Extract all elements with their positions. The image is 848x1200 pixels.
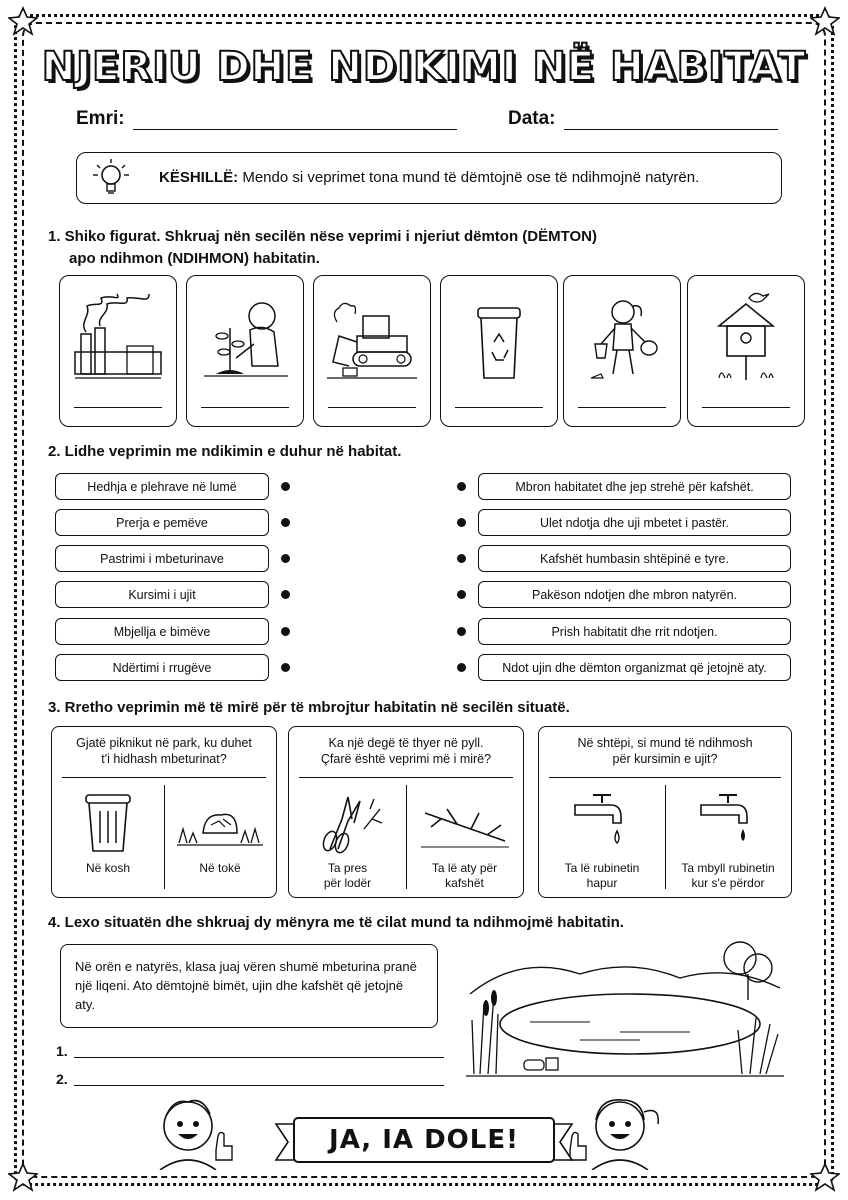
effect-item[interactable]: Kafshët humbasin shtëpinë e tyre.: [478, 545, 791, 572]
answer-line[interactable]: [328, 407, 416, 408]
faucet-closed-icon: [693, 789, 763, 855]
answer-number: 2.: [56, 1071, 68, 1087]
situation-question-line: Çfarë është veprimi më i mirë?: [320, 752, 492, 766]
answer-line[interactable]: [578, 407, 666, 408]
option-label-line: Ta lë aty për: [431, 861, 498, 875]
answer-row-2[interactable]: [56, 1071, 68, 1087]
banner-text: JA, IA DOLE!: [329, 1125, 519, 1155]
effect-item[interactable]: Ndot ujin dhe dëmton organizmat që jetojnë aty.: [478, 654, 791, 681]
situation-question-line: për kursimin e ujit?: [612, 752, 718, 766]
star-icon: [8, 6, 38, 36]
lake-scene-illustration: [460, 934, 790, 1084]
option-label-line: për lodër: [323, 876, 372, 890]
action-item[interactable]: Pastrimi i mbeturinave: [55, 545, 269, 572]
action-item[interactable]: Ndërtimi i rrugëve: [55, 654, 269, 681]
option-label-line: kafshët: [445, 876, 484, 890]
question-1-title: [48, 226, 597, 270]
question-2-title: 2. Lidhe veprimin me ndikimin e duhur në habitat.: [48, 443, 402, 460]
option-label-line: kur s'e përdor: [691, 876, 765, 890]
answer-line[interactable]: [74, 1057, 444, 1058]
answer-line[interactable]: [201, 407, 289, 408]
divider: [62, 777, 266, 778]
completion-banner: [272, 1116, 576, 1166]
option-label-line: Ta lë rubinetin: [564, 861, 640, 875]
match-dot-right[interactable]: [457, 554, 466, 563]
name-field[interactable]: [76, 108, 457, 130]
image-card-birdhouse: [687, 275, 805, 427]
image-card-planting: [186, 275, 304, 427]
tip-box: [76, 152, 782, 204]
recycling-bin-icon: [450, 286, 548, 386]
star-icon: [8, 1162, 38, 1192]
match-dot-right[interactable]: [457, 663, 466, 672]
match-dot-left[interactable]: [281, 518, 290, 527]
answer-row-1[interactable]: [56, 1043, 68, 1059]
answer-line[interactable]: [455, 407, 543, 408]
image-card-factory: [59, 275, 177, 427]
answer-number: 1.: [56, 1043, 68, 1059]
match-dot-right[interactable]: [457, 518, 466, 527]
trash-can-icon: [78, 789, 138, 855]
action-item[interactable]: Kursimi i ujit: [55, 581, 269, 608]
situation-card-branch: [288, 726, 524, 898]
date-field[interactable]: [508, 108, 778, 130]
option-label: Në kosh: [85, 861, 131, 875]
image-card-bulldozer: [313, 275, 431, 427]
option-label: [289, 861, 406, 891]
match-dot-left[interactable]: [281, 663, 290, 672]
option-cut-for-toy[interactable]: [289, 785, 406, 895]
divider: [299, 777, 513, 778]
situation-question-line: Gjatë piknikut në park, ku duhet: [76, 736, 252, 750]
star-icon: [810, 6, 840, 36]
option-label: [406, 861, 523, 891]
girl-thumbs-up-icon: [560, 1090, 670, 1170]
effect-item[interactable]: Pakëson ndotjen dhe mbron natyrën.: [478, 581, 791, 608]
match-dot-left[interactable]: [281, 590, 290, 599]
faucet-running-icon: [567, 789, 637, 855]
tip-text: [159, 169, 699, 186]
effect-item[interactable]: Ulet ndotja dhe uji mbetet i pastër.: [478, 509, 791, 536]
factory-smoke-icon: [69, 286, 167, 386]
match-dot-right[interactable]: [457, 590, 466, 599]
name-label: Emri:: [76, 108, 125, 129]
option-label: [665, 861, 791, 891]
tip-label: KËSHILLË:: [159, 169, 239, 186]
divider: [549, 777, 781, 778]
lightbulb-icon: [91, 157, 131, 201]
pruning-shears-icon: [308, 789, 388, 855]
action-item[interactable]: Prerja e pemëve: [55, 509, 269, 536]
girl-cleaning-icon: [573, 286, 671, 386]
story-box: Në orën e natyrës, klasa juaj vëren shumë mbeturina pranë një liqeni. Ato dëmtojnë bimët, ujin dhe kafshët që jetojnë aty.: [60, 944, 438, 1028]
option-leave-for-animals[interactable]: [406, 785, 523, 895]
situation-question-line: Ka një degë të thyer në pyll.: [328, 736, 484, 750]
action-item[interactable]: Mbjellja e bimëve: [55, 618, 269, 645]
answer-line[interactable]: [702, 407, 790, 408]
match-dot-left[interactable]: [281, 554, 290, 563]
situation-question: [295, 735, 517, 767]
action-item[interactable]: Hedhja e plehrave në lumë: [55, 473, 269, 500]
match-dot-left[interactable]: [281, 627, 290, 636]
option-label-line: hapur: [586, 876, 618, 890]
situation-question-line: t'i hidhash mbeturinat?: [101, 752, 227, 766]
question-3-title: 3. Rretho veprimin më të mirë për të mbrojtur habitatin në secilën situatë.: [48, 699, 570, 716]
date-line[interactable]: [564, 110, 778, 130]
answer-line[interactable]: [74, 1085, 444, 1086]
option-on-ground[interactable]: [164, 785, 276, 895]
date-label: Data:: [508, 108, 556, 129]
star-icon: [810, 1162, 840, 1192]
effect-item[interactable]: Prish habitatit dhe rrit ndotjen.: [478, 618, 791, 645]
litter-on-grass-icon: [175, 789, 265, 855]
option-label-line: Ta pres: [327, 861, 368, 875]
image-card-cleanup: [563, 275, 681, 427]
page-title: NJERIU DHE NDIKIMI NË HABITAT: [41, 44, 807, 90]
situation-question: [545, 735, 785, 767]
image-card-recycle: [440, 275, 558, 427]
tip-body: Mendo si veprimet tona mund të dëmtojnë ose të ndihmojnë natyrën.: [242, 169, 700, 186]
option-label-line: Ta mbyll rubinetin: [681, 861, 775, 875]
match-dot-right[interactable]: [457, 482, 466, 491]
name-line[interactable]: [133, 110, 457, 130]
option-label: [539, 861, 665, 891]
situation-question: [58, 735, 270, 767]
option-tap-closed[interactable]: [665, 785, 791, 895]
boy-thumbs-up-icon: [140, 1090, 240, 1170]
child-planting-icon: [196, 286, 294, 386]
option-in-bin[interactable]: [52, 785, 164, 895]
birdhouse-icon: [697, 286, 795, 386]
option-label: Në tokë: [199, 861, 241, 875]
situation-card-picnic: [51, 726, 277, 898]
q1-line-1: 1. Shiko figurat. Shkruaj nën secilën nëse veprimi i njeriut dëmton (DËMTON): [48, 228, 598, 245]
fallen-branch-icon: [417, 789, 513, 855]
effect-item[interactable]: Mbron habitatet dhe jep strehë për kafshët.: [478, 473, 791, 500]
q1-line-2: apo ndihmon (NDIHMON) habitatin.: [69, 250, 320, 267]
situation-card-water: [538, 726, 792, 898]
match-dot-left[interactable]: [281, 482, 290, 491]
situation-question-line: Në shtëpi, si mund të ndihmosh: [577, 736, 753, 750]
bulldozer-icon: [323, 286, 421, 386]
option-tap-open[interactable]: [539, 785, 665, 895]
question-4-title: 4. Lexo situatën dhe shkruaj dy mënyra me të cilat mund ta ndihmojmë habitatin.: [48, 914, 624, 931]
match-dot-right[interactable]: [457, 627, 466, 636]
answer-line[interactable]: [74, 407, 162, 408]
